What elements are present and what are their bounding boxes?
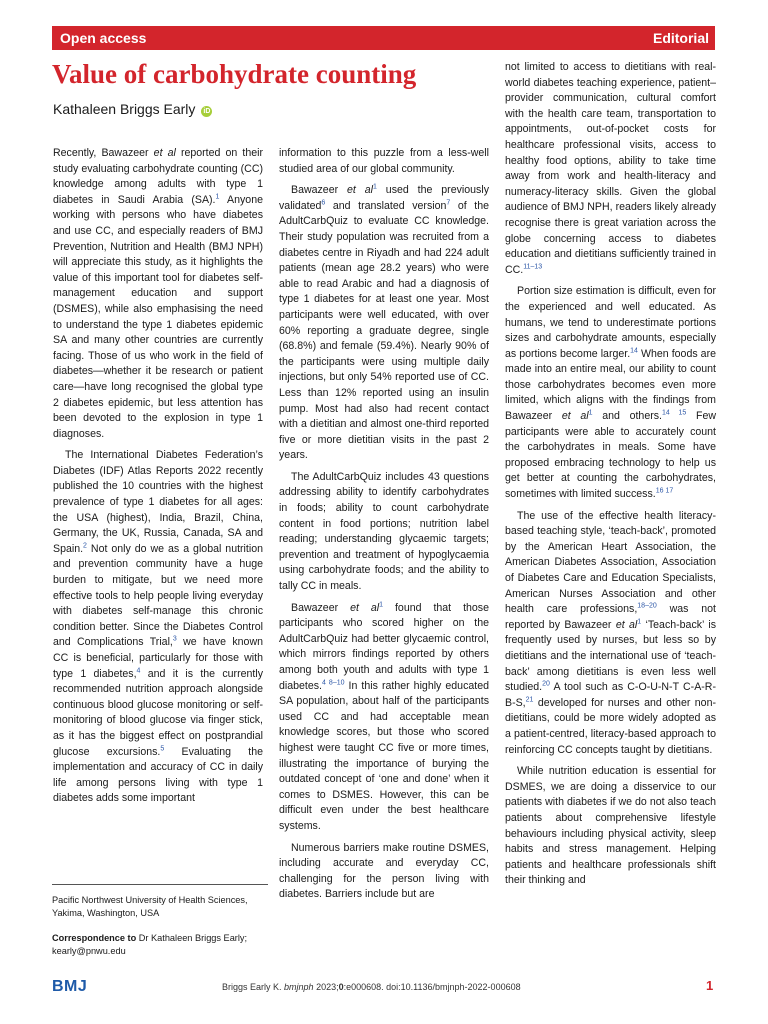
reference-citation[interactable]: 7 <box>446 199 451 207</box>
paragraph <box>505 60 716 278</box>
body-text: and it is the currently recommended nutrition approach alongside continuous blood glucose monitoring or self-monitoring of blood glucose via finger stick, as it has the biggest effect on postprandial glucose excursions. <box>53 667 263 758</box>
header-band <box>52 26 715 50</box>
footer-author: Briggs Early K. <box>222 982 285 992</box>
footer-citation <box>222 981 521 993</box>
paragraph <box>505 284 716 502</box>
author-name: Kathaleen Briggs Early <box>53 101 196 117</box>
reference-citation[interactable]: 4 8–10 <box>322 679 345 687</box>
reference-citation[interactable]: 1 <box>588 409 593 417</box>
body-text: was not reported by Bawazeer <box>505 603 716 631</box>
footer-volume: 0 <box>338 982 344 992</box>
body-text: Bawazeer <box>291 601 351 614</box>
body-text: The AdultCarbQuiz includes 43 questions addressing ability to identify carbohydrates in foods; ability to count carbohydrate content in food portions; nutrition label reading; understanding glycaemic targets; prevention and treatment of hypoglycaemia using carbohydrate foods; and the ability to tally CC in meals. <box>279 470 489 593</box>
body-text: of the AdultCarbQuiz to evaluate CC knowledge. Their study population was recruited from a diabetes centre in Riyadh and had 224 adult patients (mean age 28.2 years) who were able to read Arabic and had a diagnosis of type 1 diabetes for at least one year. Most participants were well educated, with over 60% reporting a graduate degree, single (68.8%) and female (59.4%). Nearly 90% of the participants were using multiple daily injections, but only 54% reported use of CC. Less than 12% reported using an insulin pump. Most had also had recent contact with a dietitian and almost one-third reported five or more dietitian visits in the past 2 years. <box>279 199 490 462</box>
body-text: The use of the effective health literacy-based teaching style, ‘teach-back’, promoted by the American Heart Association, the American Diabetes Association, Association of Diabetes Care and Education Specialists, American Nurses Association and other health care professions, <box>505 509 716 616</box>
orcid-icon[interactable]: iD <box>203 108 211 115</box>
body-text: Recently, Bawazeer <box>53 147 154 159</box>
column-2 <box>279 146 489 903</box>
body-text: Numerous barriers make routine DSMES, including accurate and everyday CC, challenging for the person living with diabetes. Barriers include but are <box>279 841 489 901</box>
paragraph <box>505 764 716 889</box>
reference-citation[interactable]: 5 <box>160 745 165 753</box>
body-text: While nutrition education is essential for DSMES, we are doing a disservice to our patients with diabetes if we do not also teach patients about comprehensive lifestyle behaviours including physical activity, sleep habits and stress management. Helping patients and healthcare professionals shift their thinking and <box>505 765 716 887</box>
footer-journal: bmjnph <box>284 982 314 992</box>
body-text: ‘Teach-back’ is frequently used by nurses, but less so by dietitians and the international use of ‘teach-back’ among dietitians is even less well studied. <box>505 618 716 694</box>
body-text: Anyone working with persons who have diabetes and use CC, and especially readers of BMJ Prevention, Nutrition and Health (BMJ NPH) will appreciate this study, as it highlights the value of this important tool for diabetes self-management education and support (DSMES), while also emphasising the need to understand the type 1 diabetes epidemic SA and many other countries are currently facing. Those of us who work in the field of diabetes—whether it be research or patient care—have long recognised the global type 2 diabetes epidemic, but less attention has been devoted to the explosion in type 1 diagnoses. <box>53 193 263 440</box>
body-text: Not only do we as a global nutrition and prevention community have a huge burden to mitigate, but we need more effective tools to help people living everyday with diabetes self-manage this chronic condition better. Since the Diabetes Control and Complications Trial, <box>53 542 263 649</box>
body-text: The International Diabetes Federation’s Diabetes (IDF) Atlas Reports 2022 recently published the 10 countries with the highest prevalence of type 1 diabetes for all ages: the USA (highest), India, Brazil, China, Germany, the UK, Russia, Canada, SA and Spain. <box>53 449 263 555</box>
affiliation-divider <box>52 884 268 885</box>
paragraph <box>279 146 489 177</box>
affiliation: Pacific Northwest University of Health Sciences, Yakima, Washington, USA <box>52 895 248 918</box>
reference-citation[interactable]: 14 <box>630 347 638 355</box>
italic-text: et al <box>615 618 638 631</box>
paragraph <box>505 509 716 759</box>
reference-citation[interactable]: 1 <box>637 618 642 626</box>
paragraph <box>279 841 489 903</box>
body-text: developed for nurses and other non-dietitians, could be more widely adopted as a patient-centred, literacy-based approach to reinforcing CC concepts taught by dietitians. <box>505 696 716 756</box>
reference-citation[interactable]: 1 <box>373 183 377 191</box>
reference-citation[interactable]: 16 17 <box>655 487 674 495</box>
column-1 <box>53 146 263 807</box>
open-access-label: Open access <box>60 30 147 46</box>
article-type-label: Editorial <box>652 30 709 46</box>
body-text: Portion size estimation is difficult, even for the experienced and well educated. As humans, we tend to underestimate portions sizes and carbohydrate amounts, especially as portions become larger. <box>505 285 716 360</box>
italic-text: et al <box>561 410 589 423</box>
body-text: reported on their study evaluating carbohydrate counting (CC) knowledge among adults with type 1 diabetes in Saudi Arabia (SA). <box>53 147 263 206</box>
reference-citation[interactable]: 18–20 <box>637 602 657 610</box>
body-text: and translated version <box>325 199 447 212</box>
body-text: information to this puzzle from a less-well studied area of our global community. <box>279 147 489 175</box>
footer-doi: :e000608. doi:10.1136/bmjnph-2022-000608 <box>343 982 521 992</box>
body-text: used the previously validated <box>279 184 489 212</box>
body-text: Evaluating the implementation and accuracy of CC in daily life among persons living with type 1 diabetes adds some important <box>53 745 263 805</box>
reference-citation[interactable]: 21 <box>525 696 534 704</box>
body-text: Few participants were able to accurately count the carbohydrates in meals. Some have proposed embracing technology to help us get better at counting the carbohydrates, sometimes with limited success. <box>505 410 716 501</box>
bmj-logo: BMJ <box>52 978 88 995</box>
correspondence-text: Dr Kathaleen Briggs Early; kearly@pnwu.edu <box>52 933 248 956</box>
body-text: we have known CC is beneficial, particularly for those with type 1 diabetes, <box>53 636 263 680</box>
body-text: found that those participants who scored higher on the AdultCarbQuiz had better glycaemic control, which mirrors findings reported by others among both youth and adults with type 1 diabetes. <box>279 601 489 692</box>
reference-citation[interactable]: 1 <box>215 193 220 201</box>
paragraph <box>53 448 263 807</box>
italic-text: et al <box>350 601 380 614</box>
italic-text: et al <box>347 184 373 197</box>
column-3 <box>505 60 716 889</box>
body-text: and others. <box>592 410 662 423</box>
paragraph <box>279 183 489 464</box>
body-text: In this rather highly educated SA population, about half of the participants used CC and had acceptable mean knowledge scores, but those who scored highest were taught CC five or more times, illustrating the importance of burying the outdated concept of ‘one and done’ when it comes to DSMES. However, this can be difficult even under the best healthcare systems. <box>279 679 489 832</box>
footer-year: 2023; <box>313 982 339 992</box>
reference-citation[interactable]: 20 <box>542 680 550 688</box>
reference-citation[interactable]: 6 <box>321 199 326 207</box>
reference-citation[interactable]: 4 <box>136 667 141 675</box>
reference-citation[interactable]: 14 15 <box>661 409 687 417</box>
reference-citation[interactable]: 1 <box>379 601 384 609</box>
italic-text: et al <box>153 147 176 159</box>
correspondence <box>52 932 268 957</box>
page-number: 1 <box>706 978 714 993</box>
reference-citation[interactable]: 3 <box>172 635 177 643</box>
body-text: Bawazeer <box>291 184 348 197</box>
article-title: Value of carbohydrate counting <box>52 59 417 89</box>
body-text: not limited to access to dietitians with real-world diabetes teaching experience, patient–provider communication, cultural comfort with the health care team, transportation to appointments, out-of-pocket costs for healthcare professional visits, access to healthy food options, ability to take time away from work and health-literacy and numeracy-literacy skills. Given the global audience of BMJ NPH, readers likely already recognise there is great variation across the globe concerning access to diabetes education and dietitians sufficiently trained in CC. <box>505 61 716 276</box>
correspondence-label: Correspondence to <box>52 933 137 943</box>
paragraph <box>279 601 489 835</box>
paragraph <box>53 146 263 442</box>
reference-citation[interactable]: 2 <box>83 542 87 550</box>
author-line <box>53 100 212 118</box>
body-text: A tool such as C-O-U-N-T C-A-R-B-S, <box>505 681 716 709</box>
reference-citation[interactable]: 11–13 <box>523 263 543 271</box>
body-text: When foods are made into an entire meal, our ability to count those carbohydrates becomes even more limited, which aligns with the findings from Bawazeer <box>505 347 716 423</box>
paragraph <box>279 470 489 595</box>
